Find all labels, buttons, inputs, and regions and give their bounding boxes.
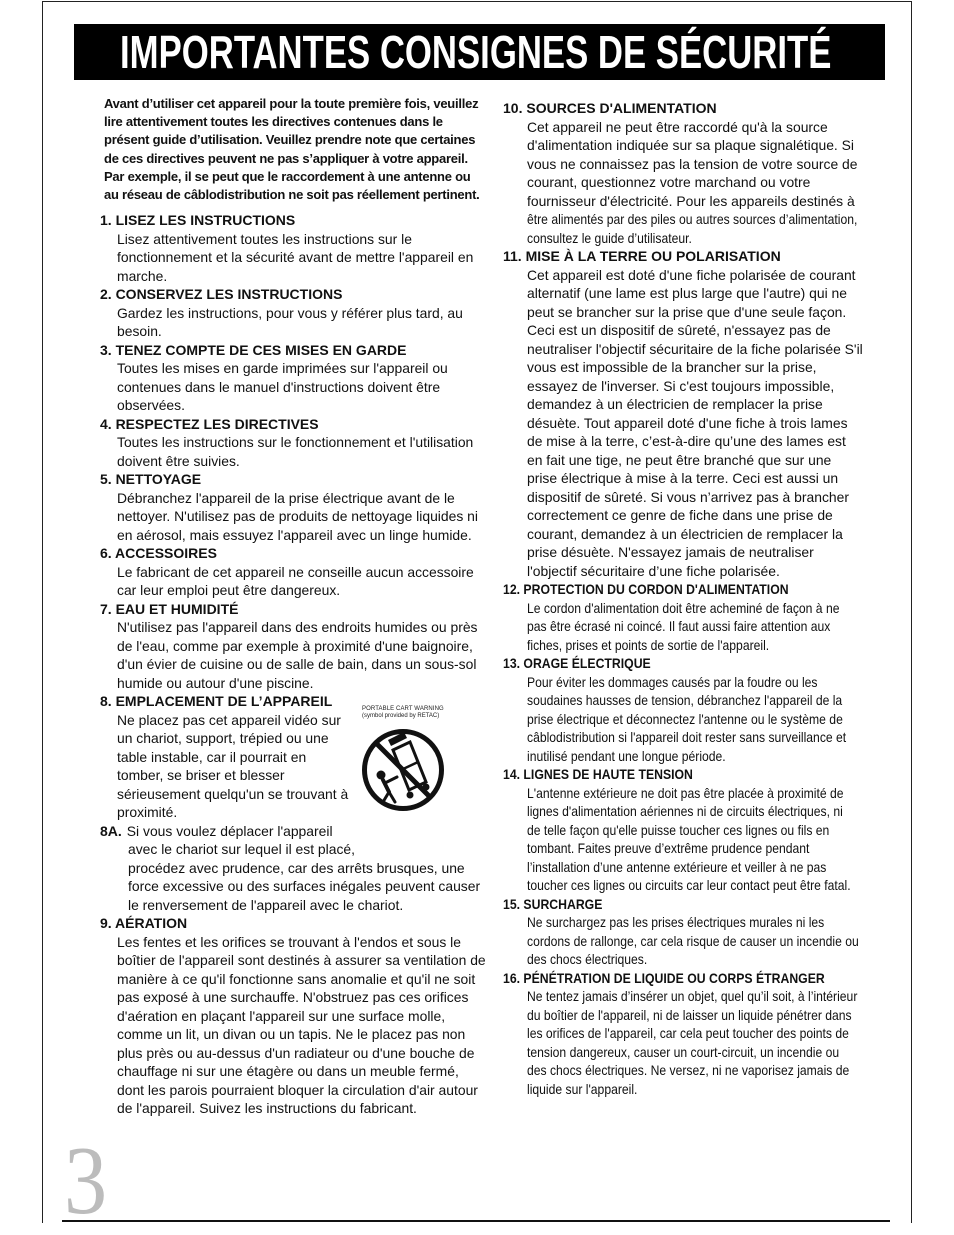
body-line: vous ne connaissez pas la tension de votre source de bbox=[527, 155, 858, 172]
cart-warning-note: (symbol provided by RETAC) bbox=[362, 713, 440, 719]
body-line: peut se brancher sur la prise que d'une seule façon. bbox=[527, 303, 847, 320]
body-line: besoin. bbox=[117, 323, 162, 339]
body-line: comme un lit, un divan ou un tapis. Ne le placez pas non bbox=[117, 1026, 466, 1042]
body-line: Lisez attentivement toutes les instructions sur le bbox=[117, 230, 412, 247]
body-line: de mise à la terre, c’est-à-dire qu’une des lames est bbox=[527, 433, 846, 449]
section-heading: 14. LIGNES DE HAUTE TENSION bbox=[503, 766, 693, 782]
body-line-small: être alimentés par des piles ou autres sources d’alimentation, bbox=[527, 211, 858, 227]
body-line-small: pas être écrasé ni coincé. Il faut aussi faire attention aux bbox=[527, 618, 831, 634]
body-line-small: cordons de rallonge, car cela risque de causer un incendie ou bbox=[527, 932, 859, 949]
safety-section bbox=[503, 99, 883, 247]
body-line: essayez de l'inverser. Si c'est toujours impossible, bbox=[527, 377, 835, 394]
body-line-small: soudaines hausses de tension, débranchez l'appareil de la bbox=[527, 692, 843, 708]
body-line: boîtier de l'appareil sont destinés à assurer sa ventilation de bbox=[117, 952, 486, 968]
body-line-small: Le cordon d'alimentation doit être acheminé de façon à ne bbox=[527, 599, 840, 616]
intro-line: au réseau de câblodistribution ne soit pas réellement pertinent. bbox=[104, 186, 480, 202]
section-heading: 2. CONSERVEZ LES INSTRUCTIONS bbox=[100, 286, 343, 302]
right-column bbox=[503, 99, 883, 1098]
body-line: proximité. bbox=[117, 804, 178, 820]
intro-line: Avant d’utiliser cet appareil pour la toute première fois, veuillez bbox=[104, 96, 479, 111]
body-line-small: des chocs électriques. Ne versez, ni ne vaporisez jamais de bbox=[527, 1062, 850, 1078]
body-line-small: consultez le guide d’utilisateur. bbox=[527, 229, 692, 246]
body-line: demandez à un électricien de remplacer la prise bbox=[527, 396, 823, 412]
section-label: 8A. bbox=[100, 822, 122, 839]
safety-section bbox=[503, 654, 883, 765]
page-title: IMPORTANTES CONSIGNES DE SÉCURITÉ bbox=[120, 26, 832, 78]
body-line: plus près ou au-dessus d'un radiateur ou d'une bouche de bbox=[117, 1044, 475, 1061]
body-line: dispositif de sûreté. Si vous n’arrivez pas à brancher bbox=[527, 488, 849, 505]
body-line: Toutes les instructions sur le fonctionnement et l'utilisation bbox=[117, 434, 474, 450]
safety-section bbox=[503, 969, 883, 1099]
body-line-small: tension dangereux, causer un court-circuit, un incendie ou bbox=[527, 1043, 840, 1060]
body-line-small: lignes d'alimentation aériennes ni de circuits électriques, ni bbox=[527, 803, 843, 819]
body-line: humide ou autour d'une piscine. bbox=[117, 674, 314, 691]
intro-line: présent guide d’utilisation. Veuillez prendre note que certaines bbox=[104, 132, 476, 148]
body-line: fonctionnement et la sécurité avant de mettre l'appareil en bbox=[117, 249, 474, 265]
body-line: prise électrique à mise à la terre. Ceci est aussi un bbox=[527, 470, 839, 486]
body-line: table instable, car il pourrait en bbox=[117, 748, 307, 765]
body-line: en fait une tige, ne peut être branché que sur une bbox=[527, 451, 832, 468]
body-line: le renversement de l'appareil avec le chariot. bbox=[128, 896, 404, 913]
body-line: d'alimentation indiquée sur sa plaque signalétique. Si bbox=[527, 137, 854, 153]
body-line: Ceci est un dispositif de sûreté, n'essayez pas de bbox=[527, 322, 831, 338]
body-line: en aérosol, mais essuyez l'appareil avec un linge humide. bbox=[117, 526, 472, 543]
body-line: Toutes les mises en garde imprimées sur l'appareil ou bbox=[117, 360, 448, 376]
body-line-small: de telle façon qu'elle puisse toucher ces lignes ou fils en bbox=[527, 821, 830, 838]
body-line: force excessive ou des surfaces inégales peuvent causer bbox=[128, 878, 481, 894]
safety-section bbox=[503, 247, 883, 580]
safety-section bbox=[100, 544, 490, 600]
body-line-small: L'antenne extérieure ne doit pas être placée à proximité de bbox=[527, 784, 844, 801]
safety-section bbox=[503, 765, 883, 895]
body-line: Débranchez l'appareil de la prise électrique avant de le bbox=[117, 489, 455, 506]
body-line: de l'appareil. Suivez les instructions du fabricant. bbox=[117, 1100, 417, 1116]
body-line: Cet appareil est doté d'une fiche polarisée de courant bbox=[527, 266, 856, 283]
body-line: sérieusement quelqu'un se trouvant à bbox=[117, 785, 349, 802]
body-line: l'objectif sécuritaire d’une fiche polarisée. bbox=[527, 562, 780, 579]
body-line-small: toucher ces lignes ou circuits car leur contact peut être fatal. bbox=[527, 877, 851, 893]
body-line-small: Ne surchargez pas les prises électriques murales ni les bbox=[527, 914, 825, 930]
page-number: 3 bbox=[64, 1127, 108, 1235]
safety-section bbox=[503, 580, 883, 654]
body-line: nettoyer. N'utilisez pas de produits de nettoyage liquides ni bbox=[117, 508, 478, 524]
body-line-small: Ne tentez jamais d’insérer un objet, quel qu’il soit, à l’intérieur bbox=[527, 988, 858, 1004]
body-line: contenues dans le manuel d'instructions doivent être bbox=[117, 378, 441, 395]
body-line: manière à ce qu'il fonctionne sans anomalie et qu'il ne soit bbox=[117, 970, 476, 987]
body-line: correctement ce genre de fiche dans une prise de bbox=[527, 507, 833, 523]
section-heading: 13. ORAGE ÉLECTRIQUE bbox=[503, 655, 651, 671]
safety-section bbox=[100, 914, 490, 1118]
body-line-small: Pour éviter les dommages causés par la foudre ou les bbox=[527, 673, 818, 690]
body-line-small: liquide sur l'appareil. bbox=[527, 1080, 638, 1097]
bottom-rule bbox=[62, 1220, 890, 1222]
body-line-small: prise électrique et déconnectez l'antenne ou le système de bbox=[527, 710, 843, 727]
safety-section bbox=[100, 211, 490, 285]
body-line: fournisseur d'électricité. Pour les appareils destinés à bbox=[527, 192, 855, 209]
safety-section bbox=[100, 470, 490, 544]
section-heading: 8. EMPLACEMENT DE L’APPAREIL bbox=[100, 693, 333, 709]
body-line: un chariot, support, trépied ou une bbox=[117, 730, 329, 746]
title-banner bbox=[74, 24, 885, 80]
body-line: Les fentes et les orifices se trouvant à l'endos et sous le bbox=[117, 933, 461, 950]
no-cart-tipping-icon bbox=[360, 726, 446, 814]
body-line-small: du boîtier de l'appareil, ni de laisser un liquide pénétrer dans bbox=[527, 1006, 852, 1023]
body-line: Si vous voulez déplacer l'appareil bbox=[126, 822, 333, 839]
body-line: courant, demandez à un électricien de remplacer la bbox=[527, 525, 843, 542]
safety-section bbox=[100, 822, 490, 915]
body-line: chauffage ni sur une étagère ou dans un meuble fermé, bbox=[117, 1063, 459, 1079]
body-line: alternatif (une lame est plus large que l'autre) qui ne bbox=[527, 285, 848, 301]
body-line: pas exposé à une surchauffe. N'obstruez pas ces orifices bbox=[117, 989, 469, 1005]
body-line: N'utilisez pas l'appareil dans des endroits humides ou près bbox=[117, 619, 478, 635]
intro-line: de ces directives peuvent ne pas s’appliquer à votre appareil. bbox=[104, 150, 468, 166]
body-line: observées. bbox=[117, 397, 185, 413]
body-line: d'un évier de cuisine ou de salle de bain, dans un sous-sol bbox=[117, 656, 477, 672]
body-line: doivent être suivies. bbox=[117, 452, 240, 469]
section-heading: 16. PÉNÉTRATION DE LIQUIDE OU CORPS ÉTRANGER bbox=[503, 969, 825, 986]
section-heading: 15. SURCHARGE bbox=[503, 895, 603, 912]
body-line: Le fabricant de cet appareil ne conseille aucun accessoire bbox=[117, 563, 474, 580]
body-line: vous est impossible de la brancher sur la prise, bbox=[527, 359, 817, 375]
body-line: d'aération en plaçant l'appareil sur une surface molle, bbox=[117, 1007, 446, 1024]
body-line: Gardez les instructions, pour vous y référer plus tard, au bbox=[117, 304, 463, 321]
safety-section bbox=[503, 895, 883, 969]
body-line: dont les parois pourraient bloquer la circulation d'air autour bbox=[117, 1081, 478, 1098]
intro-paragraph bbox=[104, 95, 494, 204]
section-heading: 6. ACCESSOIRES bbox=[100, 545, 217, 561]
cart-warning-title: PORTABLE CART WARNING bbox=[362, 706, 444, 712]
section-heading: 4. RESPECTEZ LES DIRECTIVES bbox=[100, 415, 319, 432]
body-line: procédez avec prudence, car des arrêts brusques, une bbox=[128, 859, 465, 876]
body-line-small: câblodistribution si l'appareil doit rester sans surveillance et bbox=[527, 729, 847, 745]
section-heading: 5. NETTOYAGE bbox=[100, 471, 202, 487]
body-line: courant, questionnez votre marchand ou votre bbox=[527, 174, 811, 190]
section-heading: 9. AÉRATION bbox=[100, 915, 188, 931]
body-line: désuète. Tout appareil doté d'une fiche à trois lames bbox=[527, 414, 848, 431]
safety-section bbox=[100, 285, 490, 341]
safety-section bbox=[100, 415, 490, 471]
section-heading: 12. PROTECTION DU CORDON D'ALIMENTATION bbox=[503, 581, 789, 597]
body-line: de l'eau, comme par exemple à proximité d'une baignoire, bbox=[117, 637, 473, 654]
section-heading: 1. LISEZ LES INSTRUCTIONS bbox=[100, 212, 296, 228]
body-line: Ne placez pas cet appareil vidéo sur bbox=[117, 711, 341, 728]
body-line-small: fiches, prises et points de sortie de l'appareil. bbox=[527, 636, 770, 653]
section-heading: 10. SOURCES D'ALIMENTATION bbox=[503, 100, 717, 116]
body-line-small: inutilisé pendant une longue période. bbox=[527, 747, 726, 764]
cart-warning-figure bbox=[360, 704, 450, 816]
safety-section bbox=[100, 600, 490, 693]
body-line-small: les orifices de l'appareil, car cela peut toucher des points de bbox=[527, 1025, 849, 1041]
body-line: car leur emploi peut être dangereux. bbox=[117, 582, 341, 598]
section-heading: 11. MISE À LA TERRE OU POLARISATION bbox=[503, 248, 781, 264]
intro-line: Par exemple, il se peut que le raccordement à une antenne ou bbox=[104, 168, 471, 184]
body-line-small: l’installation d’une antenne extérieure et veiller à ne pas bbox=[527, 858, 827, 875]
body-line: tomber, se briser et blesser bbox=[117, 767, 285, 783]
body-line-small: des chocs électriques. bbox=[527, 951, 648, 967]
body-line: prise désuète. N'essayez jamais de neutraliser bbox=[527, 544, 814, 560]
section-8a-lead-row bbox=[100, 822, 490, 841]
section-heading: 3. TENEZ COMPTE DE CES MISES EN GARDE bbox=[100, 341, 407, 358]
intro-line: lire attentivement toutes les directives contenues dans le bbox=[104, 114, 443, 130]
safety-section bbox=[100, 341, 490, 415]
left-column bbox=[100, 211, 490, 1118]
body-line-small: tombant. Faites preuve d’extrême prudence pendant bbox=[527, 840, 810, 856]
body-line: avec le chariot sur lequel il est placé, bbox=[128, 841, 355, 857]
body-line: neutraliser l'objectif sécuritaire de la fiche polarisée S'il bbox=[527, 340, 863, 357]
section-heading: 7. EAU ET HUMIDITÉ bbox=[100, 600, 239, 617]
body-line: marche. bbox=[117, 267, 168, 284]
body-line: Cet appareil ne peut être raccordé qu'à la source bbox=[527, 118, 828, 135]
